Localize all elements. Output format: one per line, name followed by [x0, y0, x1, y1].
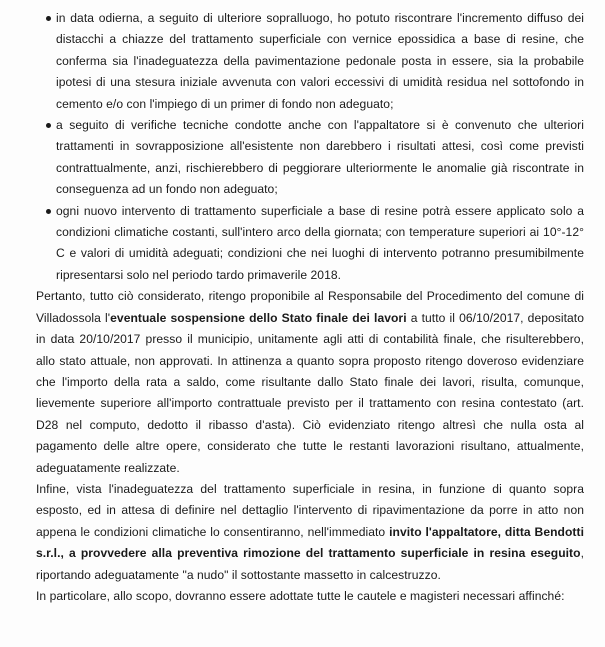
bullet-dot-icon	[46, 16, 51, 21]
bullet-item	[36, 8, 584, 115]
paragraph-proposal	[36, 286, 584, 479]
bullet-dot-icon	[46, 123, 51, 128]
paragraph-proposal-text-a: Pertanto, tutto ciò considerato, ritengo proponibile al Responsabile del Procedimento del comune di Villadossola l'	[36, 289, 584, 325]
paragraph-invitation	[36, 479, 584, 586]
bullet-text: ogni nuovo intervento di trattamento superficiale a base di resine potrà essere applicato solo a condizioni climatiche costanti, sull'intero arco della giornata; con temperature superiori ai 10°-12° C e valori di umidità adeguati; condizioni che nei luoghi di intervento potranno presumibilmente ripresentarsi solo nel periodo tardo primaverile 2018.	[56, 203, 584, 282]
paragraph-invitation-text-c: , riportando adeguatamente "a nudo" il sottostante massetto in calcestruzzo.	[36, 546, 584, 582]
paragraph-proposal-text-c: a tutto il 06/10/2017, depositato in data 20/10/2017 presso il municipio, unitamente agli atti di contabilità finale, che risulterebbero, allo stato attuale, non approvati. In attinenza a quanto sopra proposto ritengo doveroso evidenziare che l'importo della rata a saldo, come risultante dallo Stato finale dei lavori, risulta, comunque, lievemente superiore all'importo contrattuale previsto per il trattamento con resina contestato (art. D28 nel computo, dedotto il ribasso d'asta). Ciò evidenziato ritengo altresì che nulla osta al pagamento delle altre opere, considerato che tutte le restanti lavorazioni risultano, attualmente, adeguatamente realizzate.	[36, 310, 584, 475]
paragraph-invitation-bold: invito l'appaltatore, ditta Bendotti s.r.l., a provvedere alla preventiva rimozione del trattamento superficiale in resina eseguito	[36, 524, 584, 561]
document-body	[36, 8, 584, 607]
bullet-text: a seguito di verifiche tecniche condotte anche con l'appaltatore si è convenuto che ulteriori trattamenti in sovrapposizione all'esistente non darebbero i risultati attesi, così come previsti contrattualmente, anzi, rischierebbero di peggiorare ulteriormente le anomalie già riscontrate in conseguenza ad un fondo non adeguato;	[56, 118, 584, 197]
paragraph-proposal-bold: eventuale sospensione dello Stato finale dei lavori	[110, 310, 407, 325]
paragraph-invitation-text-a: Infine, vista l'inadeguatezza del trattamento superficiale in resina, in funzione di quanto sopra esposto, ed in attesa di definire nel dettaglio l'intervento di ripavimentazione da porre in atto non appena le condizioni climatiche lo consentiranno, nell'immediato	[36, 481, 584, 539]
paragraph-closing: In particolare, allo scopo, dovranno essere adottate tutte le cautele e magisteri necessari affinché:	[36, 588, 565, 603]
bullet-item	[36, 201, 584, 287]
bullet-dot-icon	[46, 209, 51, 214]
bullet-text: in data odierna, a seguito di ulteriore sopralluogo, ho potuto riscontrare l'incremento diffuso dei distacchi a chiazze del trattamento superficiale con vernice epossidica a base di resine, che conferma sia l'inadeguatezza della pavimentazione pedonale posta in essere, sia la probabile ipotesi di una stesura iniziale avvenuta con valori eccessivi di umidità residua nel sottofondo in cemento e/o con l'impiego di un primer di fondo non adeguato;	[56, 11, 584, 111]
bullet-item	[36, 115, 584, 201]
